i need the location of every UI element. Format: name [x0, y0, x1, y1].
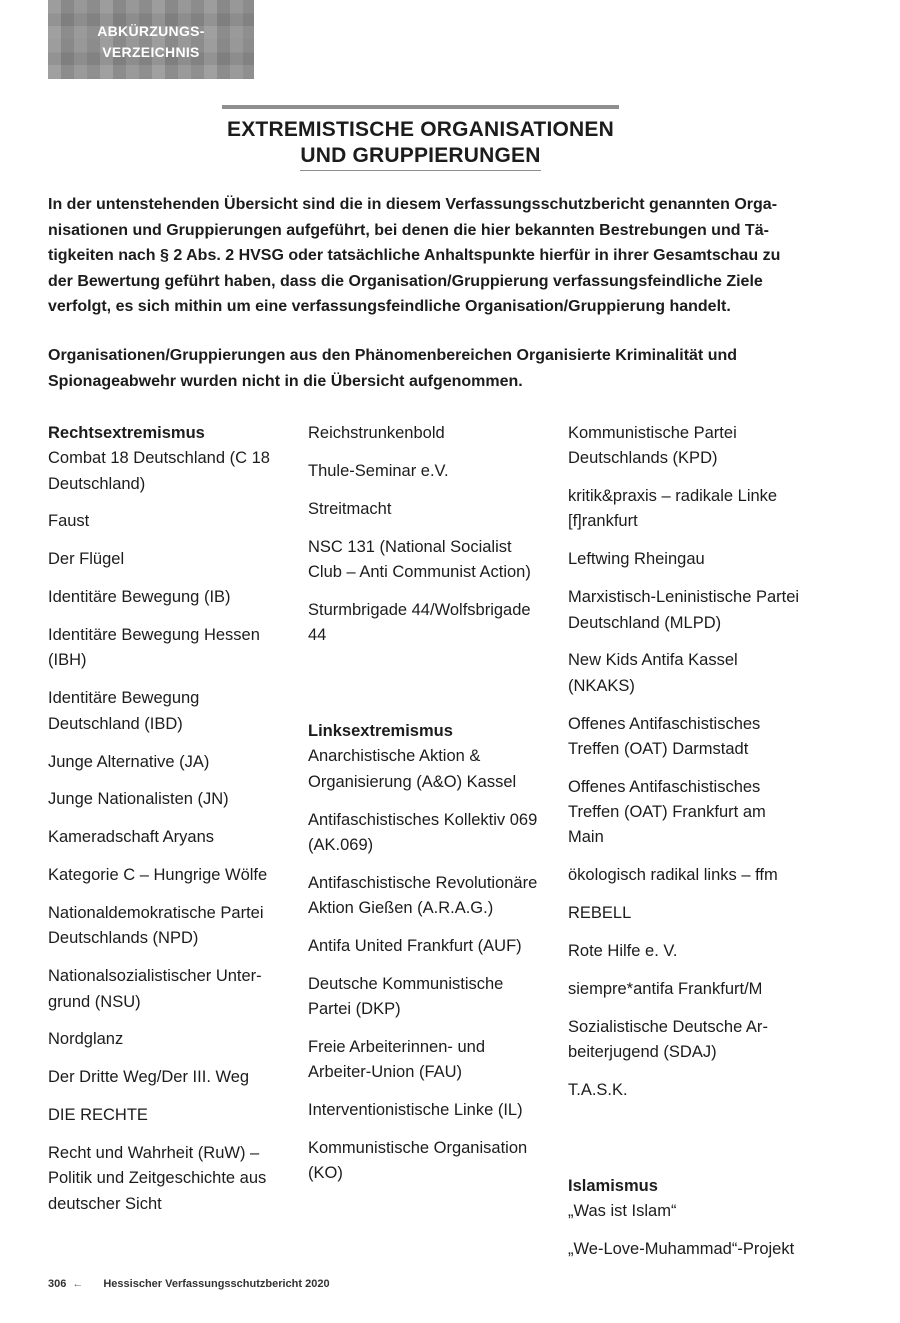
page-footer [48, 1278, 330, 1290]
list-item: Marxistisch-Leninistische Partei Deutschland (MLPD) [568, 588, 800, 632]
list-item: Recht und Wahrheit (RuW) – Politik und Zeitgeschichte aus deutscher Sicht [48, 1144, 267, 1213]
list-item: Nationaldemokratische Partei Deutschlands (NPD) [48, 904, 264, 948]
list-item: siempre*antifa Frankfurt/M [568, 979, 763, 998]
list-item: Thule-Seminar e.V. [308, 461, 449, 480]
list-item: Streitmacht [308, 499, 392, 518]
list-item: REBELL [568, 904, 632, 923]
heading-linksextremismus: Linksextremismus [308, 722, 453, 741]
page-title-block [222, 105, 619, 171]
list-item: Deutsche Kommunistische Partei (DKP) [308, 974, 504, 1019]
column-2 [308, 421, 540, 1199]
back-arrow-icon[interactable]: ← [72, 1278, 84, 1290]
list-item: Sozialistische Deutsche Arbeiterjugend (SDAJ) [568, 1017, 768, 1062]
section-tab[interactable] [48, 0, 254, 79]
heading-islamismus: Islamismus [568, 1176, 658, 1195]
list-item: „We-Love-Muhammad“-Projekt [568, 1240, 795, 1259]
section-gap [308, 661, 540, 719]
list-item: Junge Alternative (JA) [48, 752, 210, 771]
list-item: Identitäre Bewegung Hessen (IBH) [48, 626, 260, 670]
list-item: Identitäre Bewegung Deutschland (IBD) [48, 689, 200, 733]
list-item: Der Flügel [48, 550, 125, 569]
page-title [222, 117, 619, 171]
column-3 [568, 421, 800, 1275]
list-item: Identitäre Bewegung (IB) [48, 588, 231, 607]
list-item: Leftwing Rheingau [568, 550, 705, 569]
list-item: New Kids Antifa Kassel (NKAKS) [568, 651, 738, 695]
list-item: Kommunistische Partei Deutschlands (KPD) [568, 424, 737, 468]
list-item: Kameradschaft Aryans [48, 828, 214, 847]
list-item: NSC 131 (National Socialist Club – Anti Communist Action) [308, 537, 531, 581]
list-item: Antifaschistisches Kollektiv 069 (AK.069) [308, 810, 538, 854]
list-item: Der Dritte Weg/Der III. Weg [48, 1068, 250, 1087]
list-item: Nordglanz [48, 1030, 124, 1049]
list-item: T.A.S.K. [568, 1081, 628, 1100]
section-gap [568, 1116, 800, 1174]
list-item: Offenes Antifaschistisches Treffen (OAT) Darmstadt [568, 714, 761, 758]
list-item: Kommunistische Organisation (KO) [308, 1139, 528, 1183]
column-1 [48, 421, 280, 1230]
exclusion-paragraph: Organisationen/Gruppierungen aus den Phänomenbereichen Organisierte Kriminalität und Spionageabwehr wurden nicht in die Übersicht aufgenommen. [48, 347, 738, 390]
list-item: Freie Arbeiterinnen- und Arbeiter-Union (FAU) [308, 1037, 486, 1082]
list-item: Antifaschistische Revolutionäre Aktion Gießen (A.R.A.G.) [308, 873, 538, 918]
intro-paragraph: In der untenstehenden Übersicht sind die in diesem Verfassungsschutzbericht genannten Organisationen und Gruppierungen aufgeführt, bei denen die hier bekannten Bestrebungen und Tätigkeiten nach § 2 Abs. 2 HVSG oder tatsächliche Anhaltspunkte hierfür in ihrer Gesamtschau zu der Bewertung geführt haben, dass die Organisation/Gruppierung verfassungsfeindliche Ziele verfolgt, es sich mithin um eine verfassungsfeindliche Organisation/Gruppierung handelt. [48, 196, 781, 315]
list-item: ökologisch radikal links – ffm [568, 866, 778, 885]
list-item: DIE RECHTE [48, 1106, 148, 1125]
publication-title: Hessischer Verfassungsschutzbericht 2020 [103, 1278, 330, 1290]
list-item: Rote Hilfe e. V. [568, 942, 678, 961]
list-item: Antifa United Frankfurt (AUF) [308, 936, 522, 955]
list-item: Offenes Antifaschistisches Treffen (OAT) Frankfurt am Main [568, 777, 766, 847]
list-item: Junge Nationalisten (JN) [48, 790, 229, 809]
heading-rechtsextremismus: Rechtsextremismus [48, 424, 205, 442]
list-item: Reichstrunkenbold [308, 424, 445, 442]
list-item: Interventionistische Linke (IL) [308, 1101, 523, 1120]
list-item: Faust [48, 512, 90, 531]
list-item: Kategorie C – Hungrige Wölfe [48, 866, 268, 885]
list-item: kritik&praxis – radikale Linke [f]rankfurt [568, 487, 778, 531]
page-number: 306 [48, 1278, 67, 1290]
list-item: Sturmbrigade 44/Wolfsbrigade 44 [308, 600, 531, 645]
list-item: „Was ist Islam“ [568, 1202, 677, 1221]
list-item: Combat 18 Deutschland (C 18 Deutschland) [48, 449, 270, 493]
section-tab-line1: ABKÜRZUNGS- [97, 22, 205, 39]
list-item: Anarchistische Aktion & Organisierung (A&O) Kassel [308, 747, 517, 791]
list-item: Nationalsozialistischer Untergrund (NSU) [48, 967, 262, 1011]
page-title-line1: EXTREMISTISCHE ORGANISATIONEN [227, 118, 614, 141]
title-rule [222, 105, 619, 109]
section-tab-line2: VERZEICHNIS [102, 43, 200, 60]
page-title-line2: UND GRUPPIERUNGEN [300, 143, 540, 171]
